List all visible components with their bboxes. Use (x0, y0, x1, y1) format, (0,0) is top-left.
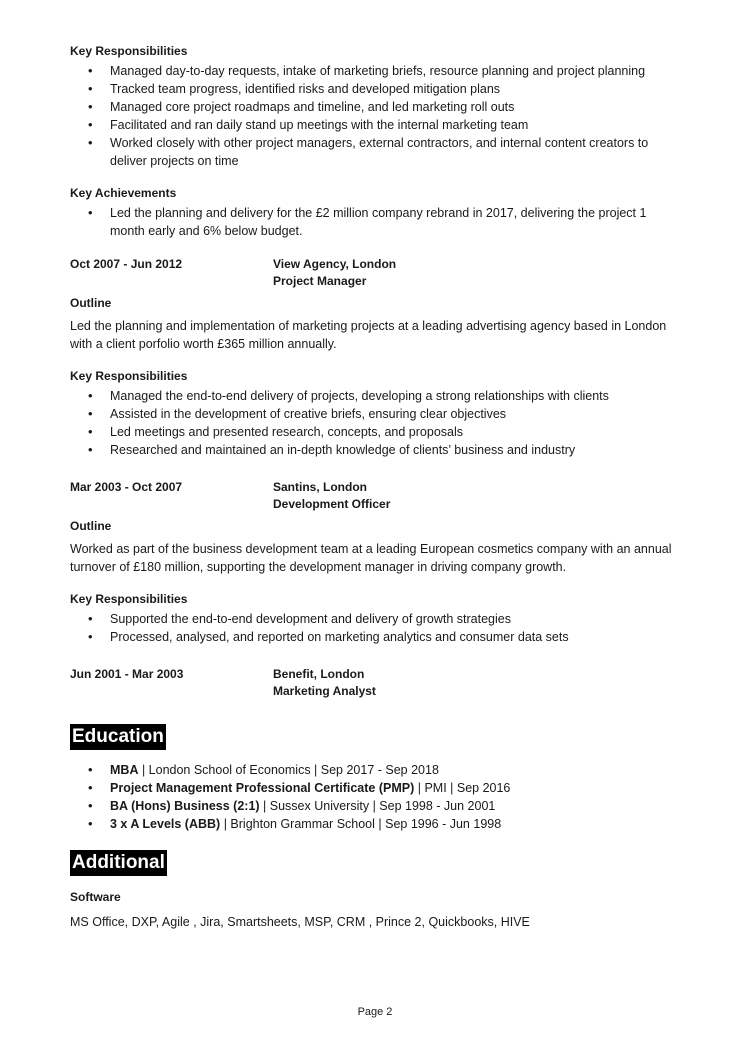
qualification-detail: | London School of Economics | Sep 2017 - Sep 2018 (138, 763, 439, 777)
page-number: Page 2 (357, 1006, 393, 1018)
qualification: MBA (110, 763, 139, 777)
list-item: • Processed, analysed, and reported on marketing analytics and consumer data sets (70, 628, 680, 646)
role-view-agency (70, 256, 680, 459)
list-item: • Managed core project roadmaps and timeline, and led marketing roll outs (70, 98, 680, 116)
list-item: • Worked closely with other project managers, external contractors, and internal content creators to deliver projects on time (70, 134, 680, 170)
responsibilities-list (70, 62, 680, 170)
role-title: Development Officer (273, 497, 391, 511)
outline-heading: Outline (70, 519, 112, 533)
list-item: • Supported the end-to-end development and delivery of growth strategies (70, 610, 680, 628)
continued-role-block (70, 43, 680, 240)
list-item (70, 779, 680, 797)
role-org (273, 256, 396, 290)
outline-text: Worked as part of the business development team at a leading European cosmetics company with an annual turnover of £180 million, supporting the development manager in driving company growth. (70, 542, 672, 574)
qualification: 3 x A Levels (ABB) (110, 817, 221, 831)
qualification-detail: | Brighton Grammar School | Sep 1996 - Jun 1998 (220, 817, 502, 831)
list-item: • Facilitated and ran daily stand up meetings with the internal marketing team (70, 116, 680, 134)
achievements-list (70, 204, 680, 240)
software-list: MS Office, DXP, Agile , Jira, Smartsheets, MSP, CRM , Prince 2, Quickbooks, HIVE (70, 915, 530, 929)
role-company: View Agency, London (273, 257, 397, 271)
role-dates: Jun 2001 - Mar 2003 (70, 667, 184, 681)
list-item (70, 797, 680, 815)
role-dates: Oct 2007 - Jun 2012 (70, 257, 183, 271)
role-header (70, 256, 680, 290)
qualification: BA (Hons) Business (2:1) (110, 799, 260, 813)
list-item: • Researched and maintained an in-depth knowledge of clients’ business and industry (70, 441, 680, 459)
role-dates: Mar 2003 - Oct 2007 (70, 480, 183, 494)
outline-heading: Outline (70, 296, 112, 310)
outline-text: Led the planning and implementation of marketing projects at a leading advertising agency based in London with a client porfolio worth £365 million annually. (70, 319, 667, 351)
role-company: Santins, London (273, 480, 367, 494)
key-responsibilities-heading: Key Responsibilities (70, 44, 188, 58)
list-item: • Led meetings and presented research, concepts, and proposals (70, 423, 680, 441)
qualification-detail: | PMI | Sep 2016 (414, 781, 511, 795)
key-responsibilities-heading: Key Responsibilities (70, 369, 188, 383)
role-company: Benefit, London (273, 667, 365, 681)
role-org (273, 479, 390, 513)
role-header (70, 666, 680, 700)
additional-section (70, 850, 680, 931)
role-org (273, 666, 376, 700)
responsibilities-list (70, 610, 680, 646)
qualification-detail: | Sussex University | Sep 1998 - Jun 2001 (259, 799, 496, 813)
key-responsibilities-heading: Key Responsibilities (70, 592, 188, 606)
responsibilities-list (70, 387, 680, 459)
role-santins (70, 479, 680, 646)
list-item (70, 761, 680, 779)
list-item: • Managed the end-to-end delivery of projects, developing a strong relationships with clients (70, 387, 680, 405)
role-benefit (70, 666, 680, 700)
section-title-additional: Additional (70, 850, 167, 876)
role-header (70, 479, 680, 513)
role-title: Project Manager (273, 274, 367, 288)
list-item: • Tracked team progress, identified risks and developed mitigation plans (70, 80, 680, 98)
qualification: Project Management Professional Certificate (PMP) (110, 781, 415, 795)
role-title: Marketing Analyst (273, 684, 376, 698)
list-item: • Managed day-to-day requests, intake of marketing briefs, resource planning and project planning (70, 62, 680, 80)
list-item (70, 815, 680, 833)
section-title-education: Education (70, 724, 166, 750)
education-section (70, 724, 680, 833)
list-item: • Assisted in the development of creative briefs, ensuring clear objectives (70, 405, 680, 423)
education-list (70, 761, 680, 833)
software-heading: Software (70, 890, 121, 904)
key-achievements-heading: Key Achievements (70, 186, 177, 200)
list-item: • Led the planning and delivery for the £2 million company rebrand in 2017, delivering the project 1 month early and 6% below budget. (70, 204, 680, 240)
